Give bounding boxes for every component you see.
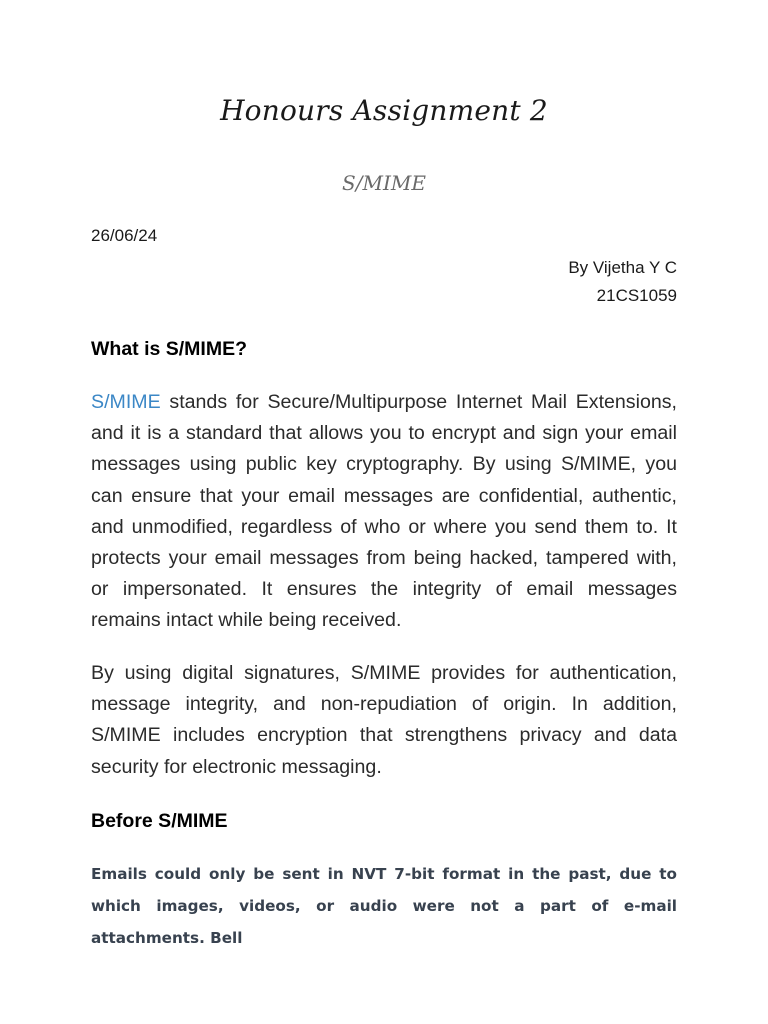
section2-paragraph-1: Emails could only be sent in NVT 7-bit format in the past, due to which images, videos, or audio were not a part of e-mail attachments. Bell (91, 865, 677, 947)
author-roll-number: 21CS1059 (596, 286, 677, 305)
author-block (568, 254, 677, 310)
document-date: 26/06/24 (91, 226, 158, 245)
section1-paragraph-1 (91, 387, 677, 637)
author-byline: By Vijetha Y C (568, 258, 677, 277)
section1-paragraph-1-text: stands for Secure/Multipurpose Internet Mail Extensions, and it is a standard that allows you to encrypt and sign your email messages using public key cryptography. By using S/MIME, you can ensure that your email messages are confidential, authentic, and unmodified, regardless of who or where you send them to. It protects your email messages from being hacked, tampered with, or impersonated. It ensures the integrity of email messages remains intact while being received. (91, 391, 677, 632)
smime-link[interactable]: S/MIME (91, 391, 161, 413)
section-heading-what-is-smime: What is S/MIME? (91, 338, 247, 360)
document-page (91, 0, 677, 1024)
section-heading-before-smime: Before S/MIME (91, 810, 228, 832)
document-title: Honours Assignment 2 (220, 94, 548, 127)
document-subtitle: S/MIME (342, 171, 426, 195)
section1-paragraph-2: By using digital signatures, S/MIME provides for authentication, message integrity, and non-repudiation of origin. In addition, S/MIME includes encryption that strengthens privacy and data security for electronic messaging. (91, 662, 677, 778)
